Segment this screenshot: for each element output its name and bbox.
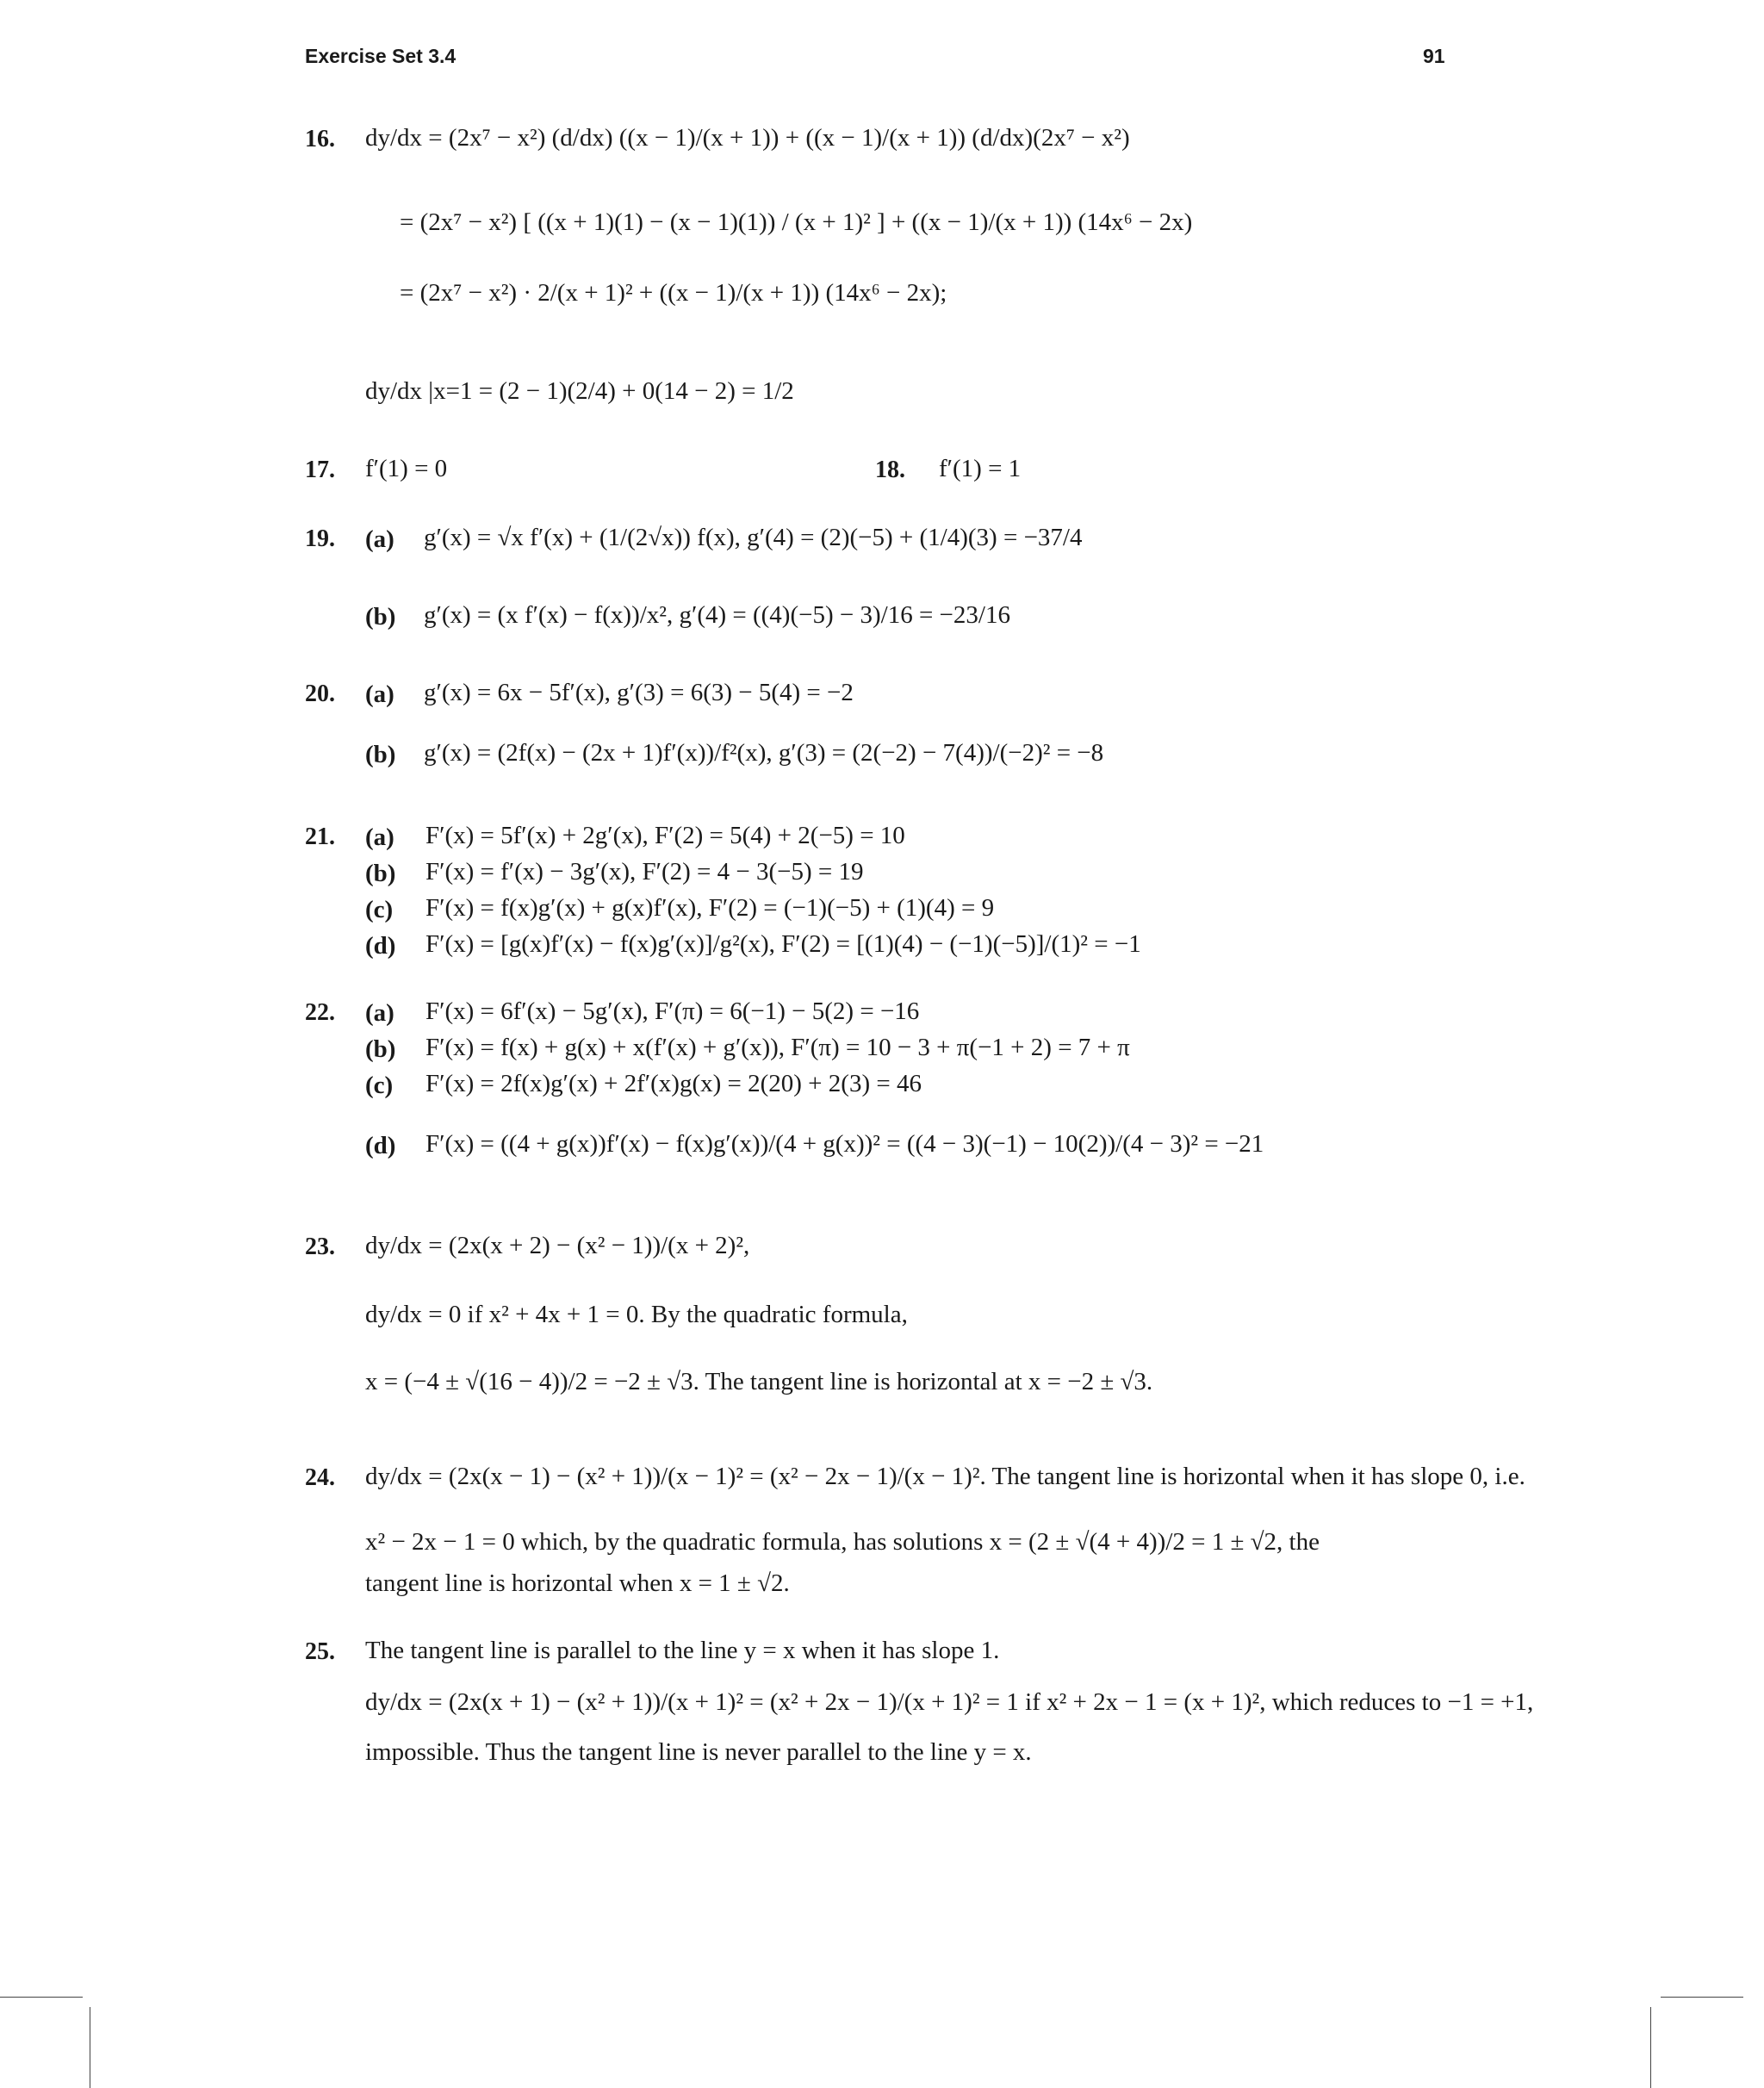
problem-24-line-2: x² − 2x − 1 = 0 which, by the quadratic formula, has solutions x = (2 ± √(4 + 4))/2 = 1 ± √2, the: [365, 1528, 1320, 1556]
problem-21b-label: (b): [365, 860, 396, 887]
problem-19b: g′(x) = (x f′(x) − f(x))/x², g′(4) = ((4)(−5) − 3)/16 = −23/16: [424, 601, 1010, 629]
problem-16-line-3: = (2x⁷ − x²) · 2/(x + 1)² + ((x − 1)/(x + 1)) (14x⁶ − 2x);: [400, 279, 947, 307]
problem-16-line-1: dy/dx = (2x⁷ − x²) (d/dx) ((x − 1)/(x + 1)) + ((x − 1)/(x + 1)) (d/dx)(2x⁷ − x²): [365, 124, 1130, 152]
crop-mark-left: [0, 1997, 83, 1998]
crop-mark-right: [1661, 1997, 1743, 1998]
problem-22c: F′(x) = 2f(x)g′(x) + 2f′(x)g(x) = 2(20) + 2(3) = 46: [425, 1070, 922, 1097]
problem-16-number: 16.: [305, 126, 335, 152]
problem-22b-label: (b): [365, 1035, 396, 1063]
problem-17-answer: f′(1) = 0: [365, 455, 448, 482]
problem-18-answer: f′(1) = 1: [939, 455, 1022, 482]
problem-20b: g′(x) = (2f(x) − (2x + 1)f′(x))/f²(x), g′(3) = (2(−2) − 7(4))/(−2)² = −8: [424, 739, 1104, 767]
problem-19a-label: (a): [365, 525, 394, 553]
problem-21b: F′(x) = f′(x) − 3g′(x), F′(2) = 4 − 3(−5) = 19: [425, 858, 864, 886]
problem-23-line-3: x = (−4 ± √(16 − 4))/2 = −2 ± √3. The tangent line is horizontal at x = −2 ± √3.: [365, 1368, 1153, 1395]
problem-22b: F′(x) = f(x) + g(x) + x(f′(x) + g′(x)), F′(π) = 10 − 3 + π(−1 + 2) = 7 + π: [425, 1034, 1130, 1061]
problem-21d: F′(x) = [g(x)f′(x) − f(x)g′(x)]/g²(x), F′(2) = [(1)(4) − (−1)(−5)]/(1)² = −1: [425, 930, 1141, 958]
problem-19b-label: (b): [365, 603, 396, 631]
problem-16-line-2: = (2x⁷ − x²) [ ((x + 1)(1) − (x − 1)(1)) / (x + 1)² ] + ((x − 1)/(x + 1)) (14x⁶ − 2x): [400, 208, 1193, 236]
problem-24-line-3: tangent line is horizontal when x = 1 ± √2.: [365, 1569, 790, 1597]
problem-19-number: 19.: [305, 525, 335, 552]
problem-22c-label: (c): [365, 1072, 394, 1099]
problem-22a-label: (a): [365, 999, 394, 1027]
problem-22a: F′(x) = 6f′(x) − 5g′(x), F′(π) = 6(−1) − 5(2) = −16: [425, 997, 920, 1025]
problem-22d-label: (d): [365, 1132, 396, 1159]
problem-22d: F′(x) = ((4 + g(x))f′(x) − f(x)g′(x))/(4 + g(x))² = ((4 − 3)(−1) − 10(2))/(4 − 3)² = −21: [425, 1130, 1264, 1158]
crop-mark-right-vertical: [1650, 2007, 1651, 2088]
problem-20a: g′(x) = 6x − 5f′(x), g′(3) = 6(3) − 5(4) = −2: [424, 679, 854, 706]
problem-20b-label: (b): [365, 741, 396, 768]
problem-16-line-4: dy/dx |x=1 = (2 − 1)(2/4) + 0(14 − 2) = 1/2: [365, 377, 794, 405]
section-title: Exercise Set 3.4: [305, 45, 457, 67]
problem-25-line-2: dy/dx = (2x(x + 1) − (x² + 1))/(x + 1)² = (x² + 2x − 1)/(x + 1)² = 1 if x² + 2x − 1 = (x + 1)², which reduces to −1 = +1,: [365, 1688, 1534, 1716]
problem-21a: F′(x) = 5f′(x) + 2g′(x), F′(2) = 5(4) + 2(−5) = 10: [425, 822, 905, 849]
page-number: 91: [1423, 45, 1445, 67]
problem-18-number: 18.: [875, 457, 905, 483]
problem-23-number: 23.: [305, 1234, 335, 1260]
problem-20-number: 20.: [305, 680, 335, 707]
problem-24-line-1: dy/dx = (2x(x − 1) − (x² + 1))/(x − 1)² = (x² − 2x − 1)/(x − 1)². The tangent line is horizontal when it has slope 0, i.e.: [365, 1463, 1525, 1490]
problem-20a-label: (a): [365, 680, 394, 708]
problem-25-line-1: The tangent line is parallel to the line y = x when it has slope 1.: [365, 1637, 1000, 1664]
problem-23-line-1: dy/dx = (2x(x + 2) − (x² − 1))/(x + 2)²,: [365, 1232, 750, 1259]
problem-17-number: 17.: [305, 457, 335, 483]
problem-25-number: 25.: [305, 1638, 335, 1665]
problem-21a-label: (a): [365, 823, 394, 851]
problem-19a: g′(x) = √x f′(x) + (1/(2√x)) f(x), g′(4) = (2)(−5) + (1/4)(3) = −37/4: [424, 524, 1083, 551]
problem-21c: F′(x) = f(x)g′(x) + g(x)f′(x), F′(2) = (−1)(−5) + (1)(4) = 9: [425, 894, 995, 922]
problem-24-number: 24.: [305, 1464, 335, 1491]
problem-21d-label: (d): [365, 932, 396, 960]
problem-21c-label: (c): [365, 896, 394, 923]
problem-22-number: 22.: [305, 999, 335, 1026]
problem-21-number: 21.: [305, 823, 335, 850]
problem-25-line-3: impossible. Thus the tangent line is never parallel to the line y = x.: [365, 1738, 1032, 1766]
problem-23-line-2: dy/dx = 0 if x² + 4x + 1 = 0. By the quadratic formula,: [365, 1301, 908, 1328]
